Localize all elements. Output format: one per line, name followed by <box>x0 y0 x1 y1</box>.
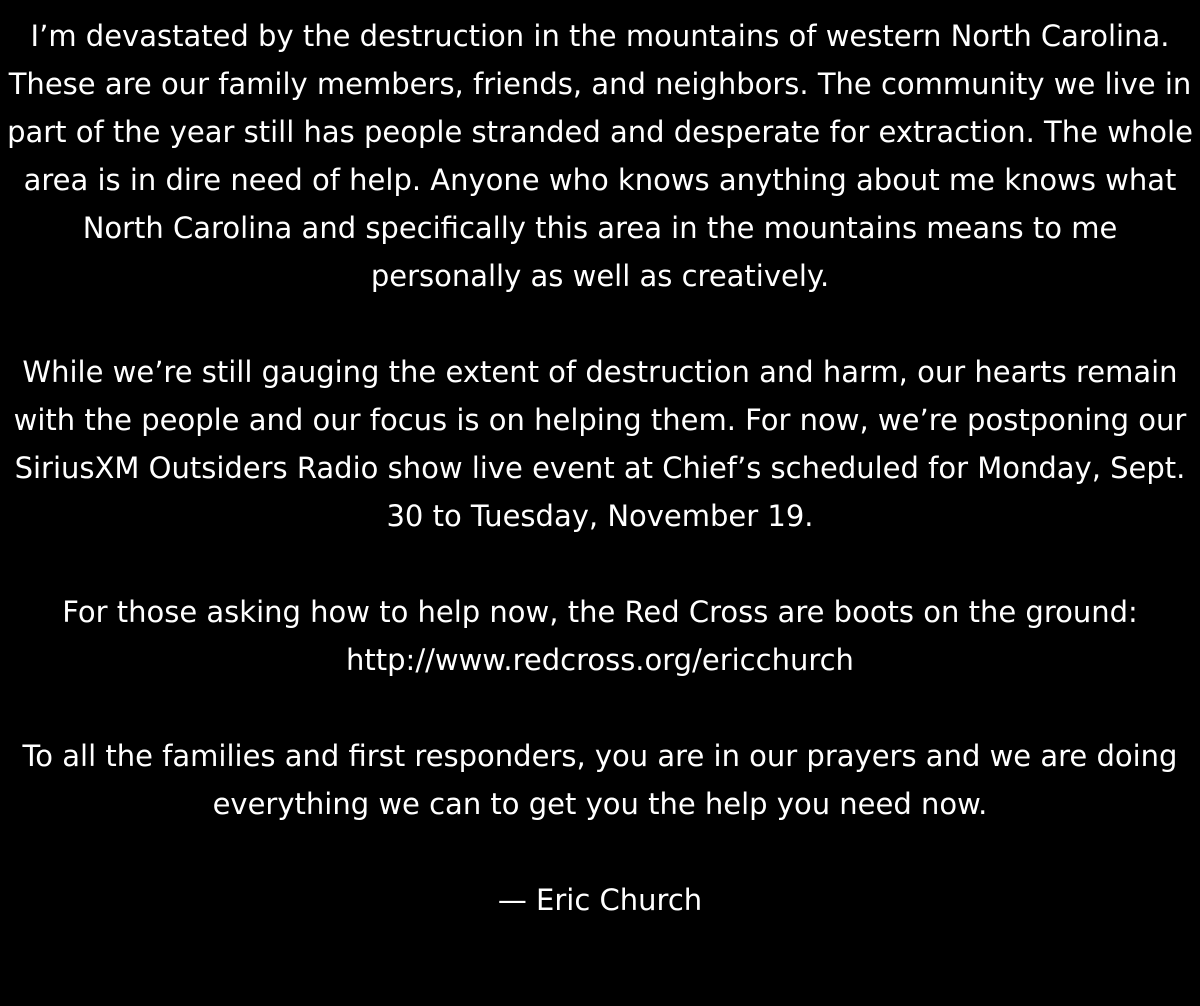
statement-paragraph-3: For those asking how to help now, the Red Cross are boots on the ground: http://www.redcross.org/ericchurch <box>62 595 1138 677</box>
signature: — Eric Church <box>497 883 703 917</box>
statement-paragraph-1: I’m devastated by the destruction in the mountains of western North Carolina. These are our family members, friends, and neighbors. The community we live in part of the year still has people stranded and desperate for extraction. The whole area is in dire need of help. Anyone who knows anything about me knows what North Carolina and specifically this area in the mountains means to me personally as well as creatively. <box>7 19 1193 293</box>
statement-paragraph-4: To all the families and first responders, you are in our prayers and we are doing everything we can to get you the help you need now. <box>22 739 1178 821</box>
statement-paragraph-2: While we’re still gauging the extent of destruction and harm, our hearts remain with the people and our focus is on helping them. For now, we’re postponing our SiriusXM Outsiders Radio show live event at Chief’s scheduled for Monday, Sept. 30 to Tuesday, November 19. <box>13 355 1187 533</box>
